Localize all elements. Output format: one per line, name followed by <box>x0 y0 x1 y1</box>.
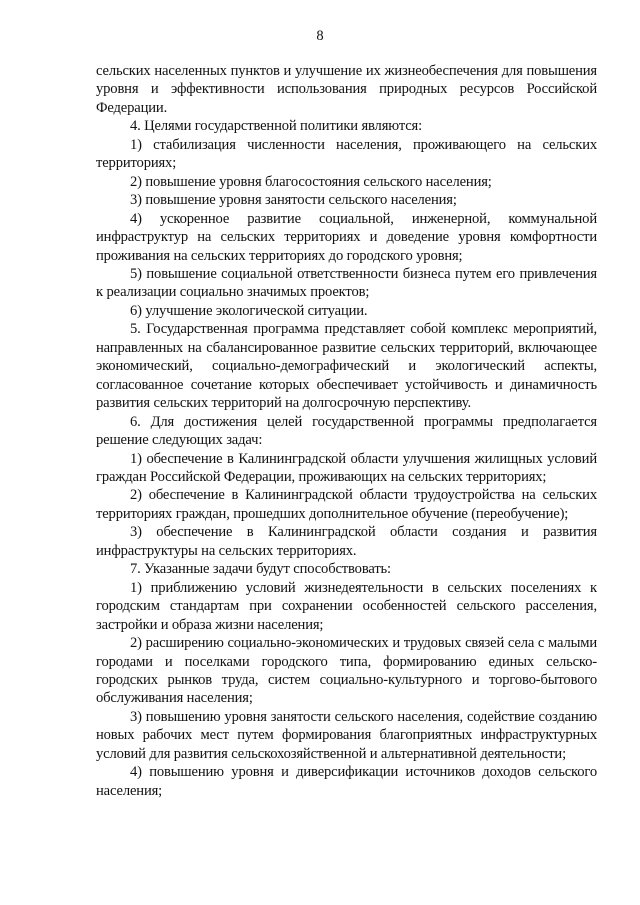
paragraph: 4. Целями государственной политики являются: <box>130 118 423 135</box>
paragraph: 5) повышение социальной ответственности бизнеса путем его привлечения к реализации социально значимых проектов; <box>96 265 597 301</box>
paragraph: 1) обеспечение в Калининградской области улучшения жилищных условий граждан Российской Федерации, проживающих на сельских территориях; <box>96 450 597 485</box>
page-number: 8 <box>316 28 324 44</box>
paragraph: 6) улучшение экологической ситуации. <box>130 302 368 319</box>
paragraph: 3) повышению уровня занятости сельского населения, содействие созданию новых рабочих мест путем формирования благоприятных инфраструктурных условий для развития сельскохозяйственной и альтернативной деятельности; <box>96 708 597 762</box>
paragraph: 3) повышение уровня занятости сельского населения; <box>130 192 457 209</box>
paragraph: 4) повышению уровня и диверсификации источников доходов сельского населения; <box>96 764 597 799</box>
paragraph: сельских населенных пунктов и улучшение их жизнеобеспечения для повышения уровня и эффективности использования природных ресурсов Российской Федерации. <box>96 63 597 116</box>
paragraph: 4) ускоренное развитие социальной, инженерной, коммунальной инфраструктур на сельских территориях и доведение уровня комфортности проживания на сельских территориях до городского уровня; <box>96 210 597 264</box>
paragraph: 2) повышение уровня благосостояния сельского населения; <box>130 173 492 190</box>
paragraph: 1) приближению условий жизнедеятельности в сельских поселениях к городским стандартам при сохранении особенностей сельского расселения, застройки и образа жизни населения; <box>96 579 597 633</box>
paragraph: 6. Для достижения целей государственной программы предполагается решение следующих задач: <box>96 413 597 449</box>
document-body <box>96 62 597 800</box>
paragraph: 1) стабилизация численности населения, проживающего на сельских территориях; <box>96 136 597 172</box>
paragraph: 2) расширению социально-экономических и трудовых связей села с малыми городами и поселками городского типа, формированию единых сельско-городских рынков труда, систем социально-культурного и торгово-бытового обслуживания населения; <box>96 635 597 707</box>
paragraph: 5. Государственная программа представляет собой комплекс мероприятий, направленных на сбалансированное развитие сельских территорий, включающее экономический, социально-демографический и экологический аспекты, согласованное сочетание которых обеспечивает устойчивость и динамичность развития сельских территорий на долгосрочную перспективу. <box>96 321 597 412</box>
paragraph: 7. Указанные задачи будут способствовать: <box>130 561 391 578</box>
paragraph: 3) обеспечение в Калининградской области создания и развития инфраструктуры на сельских территориях. <box>96 524 597 559</box>
paragraph: 2) обеспечение в Калининградской области трудоустройства на сельских территориях граждан, прошедших дополнительное обучение (переобучение); <box>96 487 597 522</box>
